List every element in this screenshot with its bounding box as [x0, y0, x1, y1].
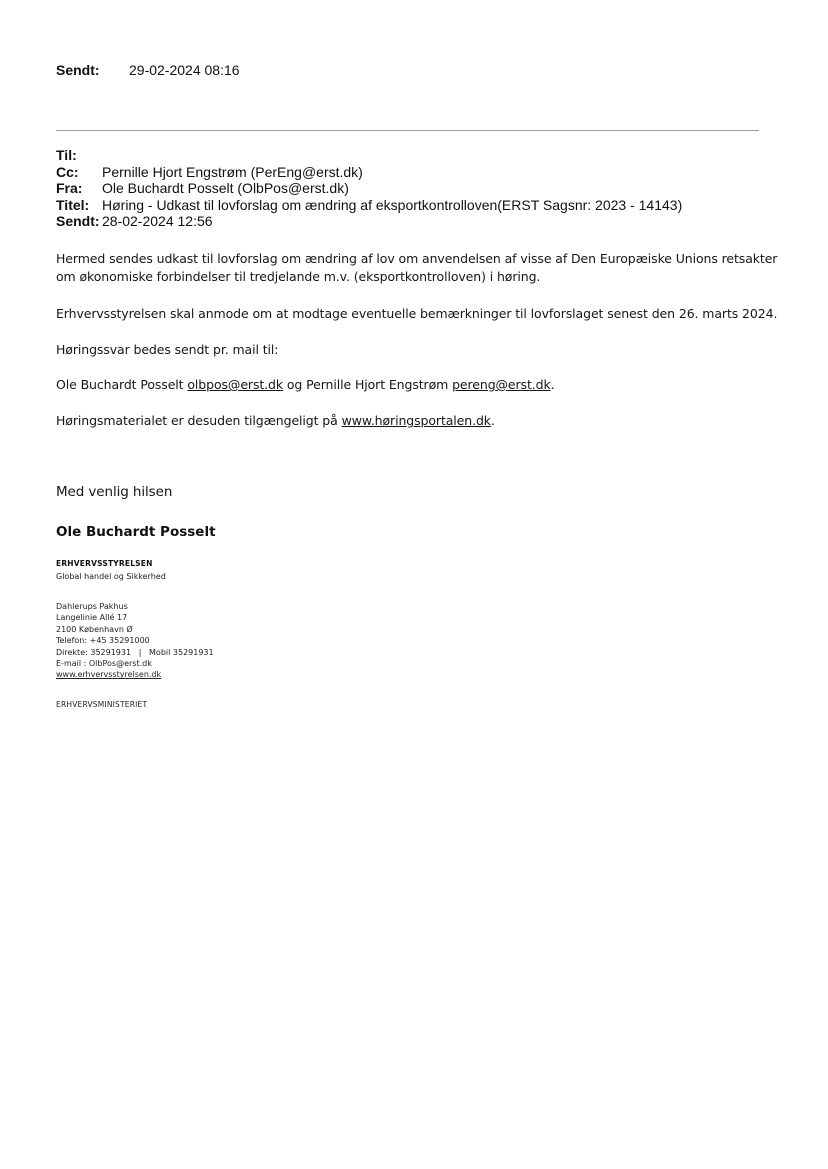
body-paragraph-5 — [56, 413, 495, 428]
cc-row — [56, 164, 363, 180]
email-link-olbpos[interactable]: olbpos@erst.dk — [187, 377, 284, 392]
top-sent-label: Sendt: — [56, 62, 100, 78]
address-line-3: 2100 København Ø — [56, 624, 133, 634]
body-paragraph-1-line-2: om økonomiske forbindelser til tredjelande m.v. (eksportkontrolloven) i høring. — [56, 269, 541, 284]
sent-label: Sendt: — [56, 213, 100, 229]
body-paragraph-1-line-1: Hermed sendes udkast til lovforslag om ændring af lov om anvendelsen af visse af Den Europæiske Unions retsakter — [56, 251, 778, 266]
title-label: Titel: — [56, 197, 90, 213]
signature-name: Ole Buchardt Posselt — [56, 524, 216, 540]
top-sent-value: 29-02-2024 08:16 — [129, 62, 240, 78]
top-sent-row — [56, 62, 240, 78]
sent-value: 28-02-2024 12:56 — [102, 213, 213, 229]
from-label: Fra: — [56, 180, 83, 196]
address-line-2: Langelinie Allé 17 — [56, 613, 128, 623]
email-line: E-mail : OlbPos@erst.dk — [56, 659, 152, 669]
cc-value: Pernille Hjort Engstrøm (PerEng@erst.dk) — [102, 164, 363, 180]
website-link[interactable]: www.erhvervsstyrelsen.dk — [56, 670, 162, 680]
to-row — [56, 147, 77, 163]
address-line-1: Dahlerups Pakhus — [56, 602, 128, 611]
cc-label: Cc: — [56, 164, 79, 180]
sent-row — [56, 213, 213, 229]
horingsportal-link[interactable]: www.høringsportalen.dk — [341, 413, 491, 428]
p4-text-c: . — [550, 377, 555, 392]
ministry-name: ERHVERVSMINISTERIET — [56, 700, 148, 709]
title-row — [56, 197, 683, 213]
p5-text-a: Høringsmaterialet er desuden tilgængeligt på — [56, 413, 342, 428]
to-label: Til: — [56, 147, 77, 163]
from-row — [56, 180, 349, 196]
email-link-pereng[interactable]: pereng@erst.dk — [452, 377, 551, 392]
body-paragraph-4 — [56, 377, 555, 392]
greeting: Med venlig hilsen — [56, 484, 173, 500]
from-value: Ole Buchardt Posselt (OlbPos@erst.dk) — [102, 180, 349, 196]
title-value: Høring - Udkast til lovforslag om ændring af eksportkontrolloven(ERST Sagsnr: 2023 - 14143) — [102, 197, 683, 213]
signature-dept: Global handel og Sikkerhed — [56, 572, 166, 581]
p5-text-b: . — [490, 413, 495, 428]
direct-mobile-line: Direkte: 35291931 | Mobil 35291931 — [56, 647, 214, 657]
header-divider — [56, 130, 759, 131]
p4-text-b: og Pernille Hjort Engstrøm — [283, 377, 453, 392]
signature-address-block — [56, 601, 214, 681]
body-paragraph-3: Høringssvar bedes sendt pr. mail til: — [56, 342, 279, 357]
body-paragraph-2: Erhvervsstyrelsen skal anmode om at modtage eventuelle bemærkninger til lovforslaget senest den 26. marts 2024. — [56, 306, 778, 321]
signature-org: ERHVERVSSTYRELSEN — [56, 559, 153, 568]
p4-text-a: Ole Buchardt Posselt — [56, 377, 188, 392]
phone-line: Telefon: +45 35291000 — [56, 636, 150, 646]
